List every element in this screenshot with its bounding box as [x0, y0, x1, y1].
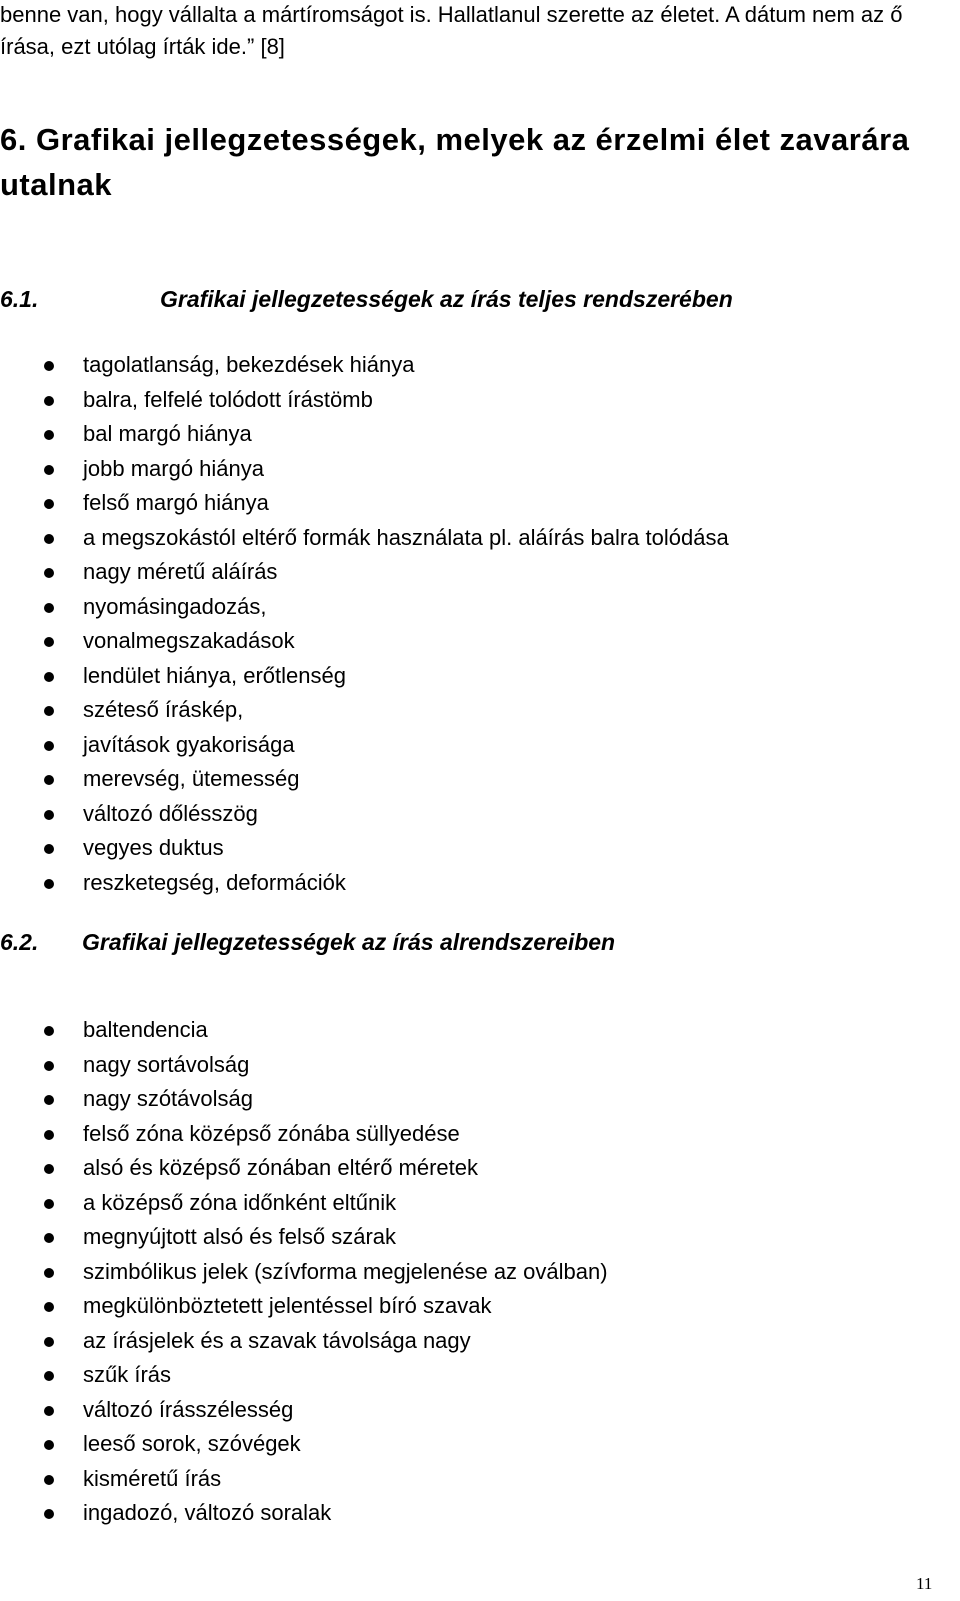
bullet-icon [44, 603, 54, 613]
list-item [0, 452, 729, 487]
section-title: Grafikai jellegzetességek az írás teljes rendszerében [160, 286, 733, 312]
bullet-icon [44, 499, 54, 509]
bullet-icon [44, 361, 54, 371]
list-item-text: alsó és középső zónában eltérő méretek [83, 1155, 479, 1180]
list-item-text: nyomásingadozás, [83, 593, 267, 619]
bullet-icon [44, 741, 54, 751]
list-item-text: nagy méretű aláírás [83, 559, 278, 584]
list-item-text: leeső sorok, szóvégek [83, 1431, 301, 1456]
list-item [0, 1462, 608, 1497]
list-item [0, 1358, 608, 1393]
list-item [0, 659, 729, 694]
bullet-icon [44, 1268, 54, 1278]
list-item [0, 693, 729, 728]
list-item-text: változó dőlésszög [83, 800, 258, 826]
list-item [0, 1186, 608, 1221]
list-item [0, 762, 729, 797]
list-item [0, 383, 729, 418]
list-item-text: jobb margó hiánya [83, 455, 265, 481]
bullet-icon [44, 637, 54, 647]
list-item-text: vonalmegszakadások [83, 628, 295, 653]
list-item [0, 521, 729, 556]
bullet-icon [44, 1061, 54, 1071]
section-heading-6-2 [0, 927, 615, 957]
list-item-text: megnyújtott alsó és felső szárak [83, 1224, 397, 1249]
list-item-text: tagolatlanság, bekezdések hiánya [83, 352, 415, 377]
list-item [0, 728, 729, 763]
list-item-text: vegyes duktus [83, 835, 224, 860]
list-item [0, 1324, 608, 1359]
list-item [0, 1013, 608, 1048]
list-item-text: felső zóna középső zónába süllyedése [83, 1120, 460, 1146]
list-item [0, 348, 729, 383]
bullet-icon [44, 844, 54, 854]
bullet-icon [44, 879, 54, 889]
list-item-text: reszketegség, deformációk [83, 869, 346, 895]
bullet-icon [44, 1371, 54, 1381]
list-item-text: szűk írás [83, 1362, 172, 1387]
list-item-text: nagy szótávolság [83, 1086, 253, 1111]
bullet-icon [44, 775, 54, 785]
list-item [0, 1220, 608, 1255]
list-item [0, 1289, 608, 1324]
list-item [0, 1151, 608, 1186]
section-6-2-list [0, 1013, 608, 1531]
list-item-text: felső margó hiánya [83, 490, 269, 515]
list-item-text: kisméretű írás [83, 1465, 222, 1491]
list-item [0, 831, 729, 866]
bullet-icon [44, 465, 54, 475]
bullet-icon [44, 1199, 54, 1209]
bullet-icon [44, 1302, 54, 1312]
list-item-text: nagy sortávolság [83, 1051, 250, 1077]
bullet-icon [44, 568, 54, 578]
bullet-icon [44, 810, 54, 820]
intro-line-1: benne van, hogy vállalta a mártíromságot is. Hallatlanul szerette az életet. A dátum nem az ő [0, 2, 903, 27]
bullet-icon [44, 1509, 54, 1519]
list-item-text: javítások gyakorisága [83, 731, 295, 757]
list-item [0, 1117, 608, 1152]
list-item [0, 555, 729, 590]
intro-line-2: írása, ezt utólag írták ide.” [8] [0, 34, 285, 59]
bullet-icon [44, 1130, 54, 1140]
list-item-text: a középső zóna időnként eltűnik [83, 1189, 397, 1215]
section-heading-6-1 [0, 284, 733, 314]
bullet-icon [44, 1026, 54, 1036]
list-item-text: változó írásszélesség [83, 1396, 294, 1422]
bullet-icon [44, 1164, 54, 1174]
list-item-text: szimbólikus jelek (szívforma megjelenése az oválban) [83, 1258, 608, 1284]
bullet-icon [44, 1337, 54, 1347]
list-item [0, 624, 729, 659]
chapter-heading [0, 117, 909, 207]
list-item-text: ingadozó, változó soralak [83, 1500, 332, 1525]
list-item-text: széteső íráskép, [83, 697, 244, 722]
list-item [0, 866, 729, 901]
list-item [0, 417, 729, 452]
list-item-text: a megszokástól eltérő formák használata pl. aláírás balra tolódása [83, 524, 729, 550]
bullet-icon [44, 1475, 54, 1485]
list-item [0, 1393, 608, 1428]
section-6-1-list [0, 348, 729, 900]
list-item [0, 1427, 608, 1462]
list-item-text: balra, felfelé tolódott írástömb [83, 386, 373, 412]
list-item [0, 1255, 608, 1290]
chapter-heading-line-2: utalnak [0, 167, 113, 202]
list-item-text: bal margó hiánya [83, 421, 252, 446]
list-item [0, 1048, 608, 1083]
chapter-heading-line-1: 6. Grafikai jellegzetességek, melyek az érzelmi élet zavarára [0, 122, 910, 157]
bullet-icon [44, 1440, 54, 1450]
bullet-icon [44, 1233, 54, 1243]
list-item-text: megkülönböztetett jelentéssel bíró szavak [83, 1293, 492, 1318]
bullet-icon [44, 706, 54, 716]
list-item-text: baltendencia [83, 1017, 208, 1042]
bullet-icon [44, 396, 54, 406]
list-item-text: lendület hiánya, erőtlenség [83, 662, 346, 688]
section-number: 6.2. [0, 929, 39, 955]
bullet-icon [44, 430, 54, 440]
intro-paragraph [0, 0, 903, 63]
list-item [0, 1496, 608, 1531]
bullet-icon [44, 1095, 54, 1105]
page-number: 11 [916, 1574, 933, 1593]
section-title: Grafikai jellegzetességek az írás alrendszereiben [82, 929, 616, 955]
list-item-text: az írásjelek és a szavak távolsága nagy [83, 1327, 471, 1353]
bullet-icon [44, 534, 54, 544]
list-item [0, 590, 729, 625]
list-item-text: merevség, ütemesség [83, 766, 300, 791]
list-item [0, 486, 729, 521]
section-number: 6.1. [0, 286, 39, 312]
bullet-icon [44, 672, 54, 682]
bullet-icon [44, 1406, 54, 1416]
list-item [0, 1082, 608, 1117]
list-item [0, 797, 729, 832]
